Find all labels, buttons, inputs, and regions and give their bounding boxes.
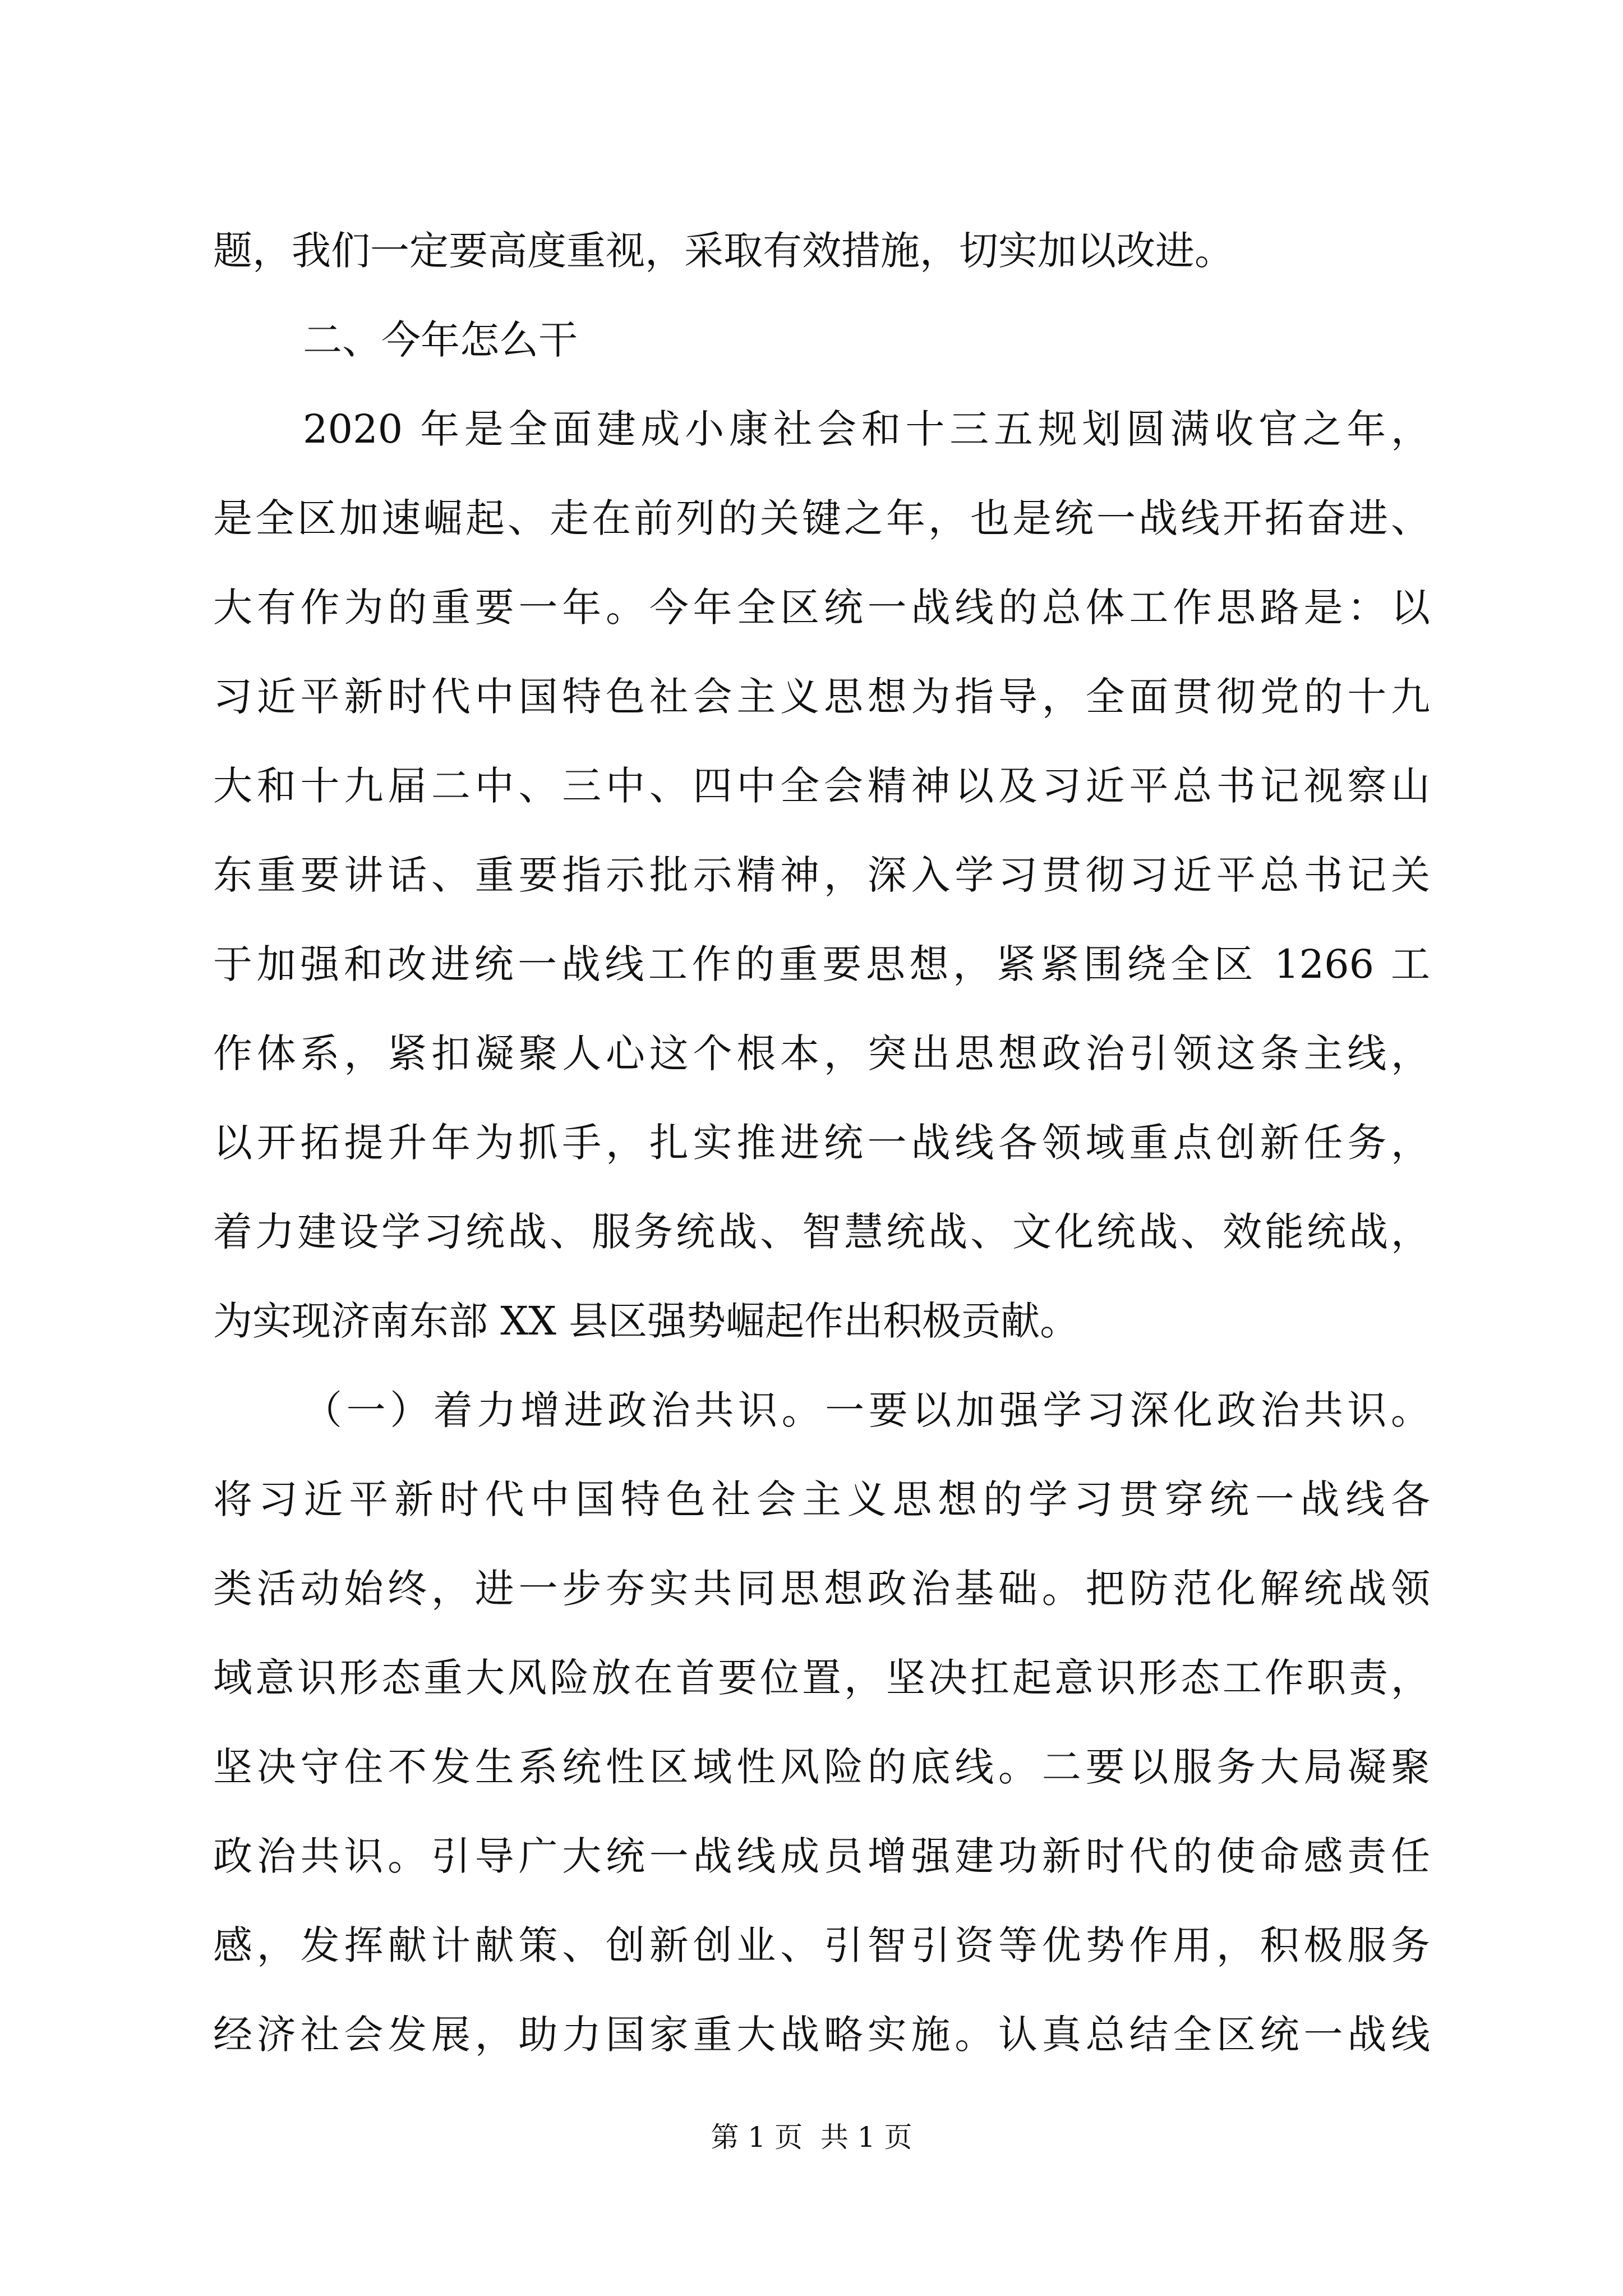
text-line: 域意识形态重大风险放在首要位置，坚决扛起意识形态工作职责，	[213, 1655, 1430, 1701]
section-heading: 二、今年怎么干	[303, 317, 578, 363]
text-line: 于加强和改进统一战线工作的重要思想，紧紧围绕全区 1266 工	[213, 941, 1430, 987]
text-line: 题，我们一定要高度重视，采取有效措施，切实加以改进。	[213, 228, 1234, 274]
subsection-line: （一）着力增进政治共识。一要以加强学习深化政治共识。	[303, 1387, 1430, 1433]
text-line: 将习近平新时代中国特色社会主义思想的学习贯穿统一战线各	[213, 1476, 1430, 1522]
text-line: 着力建设学习统战、服务统战、智慧统战、文化统战、效能统战，	[213, 1209, 1430, 1255]
text-line: 以开拓提升年为抓手，扎实推进统一战线各领域重点创新任务，	[213, 1120, 1430, 1166]
text-line: 2020 年是全面建成小康社会和十三五规划圆满收官之年，	[303, 406, 1430, 452]
text-line: 经济社会发展，助力国家重大战略实施。认真总结全区统一战线	[213, 2012, 1430, 2058]
text-line: 是全区加速崛起、走在前列的关键之年，也是统一战线开拓奋进、	[213, 495, 1430, 541]
text-line: 东重要讲话、重要指示批示精神，深入学习贯彻习近平总书记关	[213, 852, 1430, 898]
text-line: 习近平新时代中国特色社会主义思想为指导，全面贯彻党的十九	[213, 674, 1430, 720]
text-line: 类活动始终，进一步夯实共同思想政治基础。把防范化解统战领	[213, 1566, 1430, 1612]
text-line: 大和十九届二中、三中、四中全会精神以及习近平总书记视察山	[213, 763, 1430, 809]
text-line: 政治共识。引导广大统一战线成员增强建功新时代的使命感责任	[213, 1833, 1430, 1879]
text-line: 感，发挥献计献策、创新创业、引智引资等优势作用，积极服务	[213, 1922, 1430, 1968]
text-line: 大有作为的重要一年。今年全区统一战线的总体工作思路是：以	[213, 585, 1430, 631]
text-line: 坚决守住不发生系统性区域性风险的底线。二要以服务大局凝聚	[213, 1744, 1430, 1790]
text-line: 为实现济南东部 XX 县区强势崛起作出积极贡献。	[213, 1298, 1080, 1344]
page-footer: 第 1 页 共 1 页	[711, 2121, 912, 2154]
text-line: 作体系，紧扣凝聚人心这个根本，突出思想政治引领这条主线，	[213, 1030, 1430, 1076]
